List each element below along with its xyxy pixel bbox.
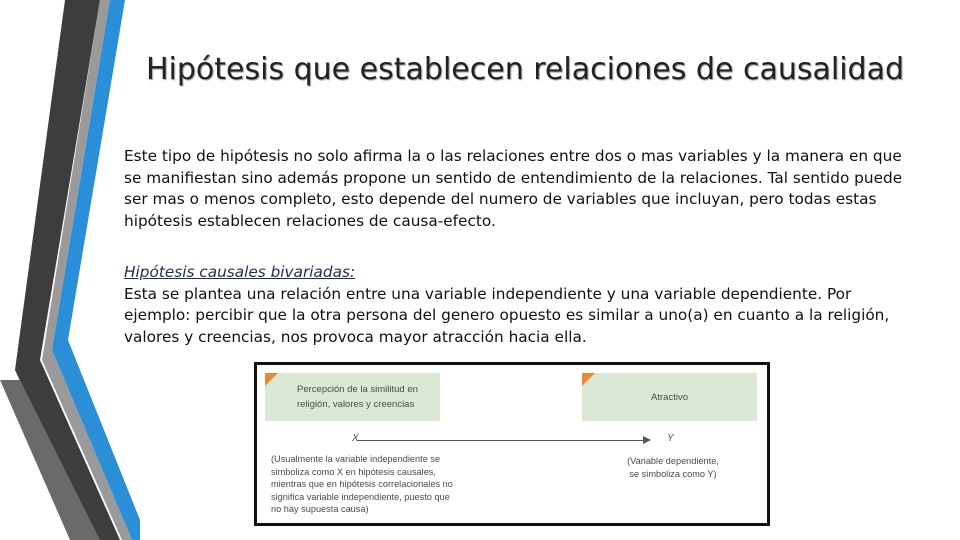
subtitle-bivariate: Hipótesis causales bivariadas: — [124, 263, 356, 281]
slide-title: Hipótesis que establecen relaciones de causalidad — [145, 52, 904, 87]
independent-variable-label: Percepción de la similitud en religión, valores y creencias — [297, 384, 418, 410]
dependent-variable-note: (Variable dependiente, se simboliza como Y) — [627, 456, 719, 479]
decorative-stripes — [0, 0, 140, 540]
independent-variable-note: (Usualmente la variable independiente se simboliza como X en hipótesis causales, mientras que en hipótesis correlacionales no significa variable independiente, puesto que no hay supuesta causa) — [271, 454, 453, 514]
independent-variable-box — [265, 373, 440, 421]
causal-diagram — [254, 362, 770, 526]
paragraph-intro: Este tipo de hipótesis no solo afirma la o las relaciones entre dos o mas variables y la manera en que se manifiestan sino además propone un sentido de entendimiento de la relaciones. Tal sentido puede ser mas o menos completo, esto depende del numero de variables que incluyan, pero todas estas hipótesis establecen relaciones de causa-efecto. — [124, 147, 903, 230]
paragraph-bivariate-text: Esta se plantea una relación entre una variable independiente y una variable dependiente. Por ejemplo: percibir que la otra persona del genero opuesto es similar a uno(a) en cuanto a la religión, valores y creencias, nos provoca mayor atracción hacia ella. — [124, 284, 890, 346]
corner-accent — [582, 373, 595, 386]
causal-arrow-line — [357, 440, 647, 441]
corner-accent — [265, 373, 278, 386]
variable-x-symbol: X — [352, 433, 359, 444]
variable-y-symbol: Y — [667, 433, 674, 444]
dependent-variable-label: Atractivo — [651, 392, 688, 403]
dependent-variable-box — [582, 373, 757, 421]
paragraph-bivariate — [124, 262, 904, 348]
arrow-right-icon — [643, 436, 651, 444]
